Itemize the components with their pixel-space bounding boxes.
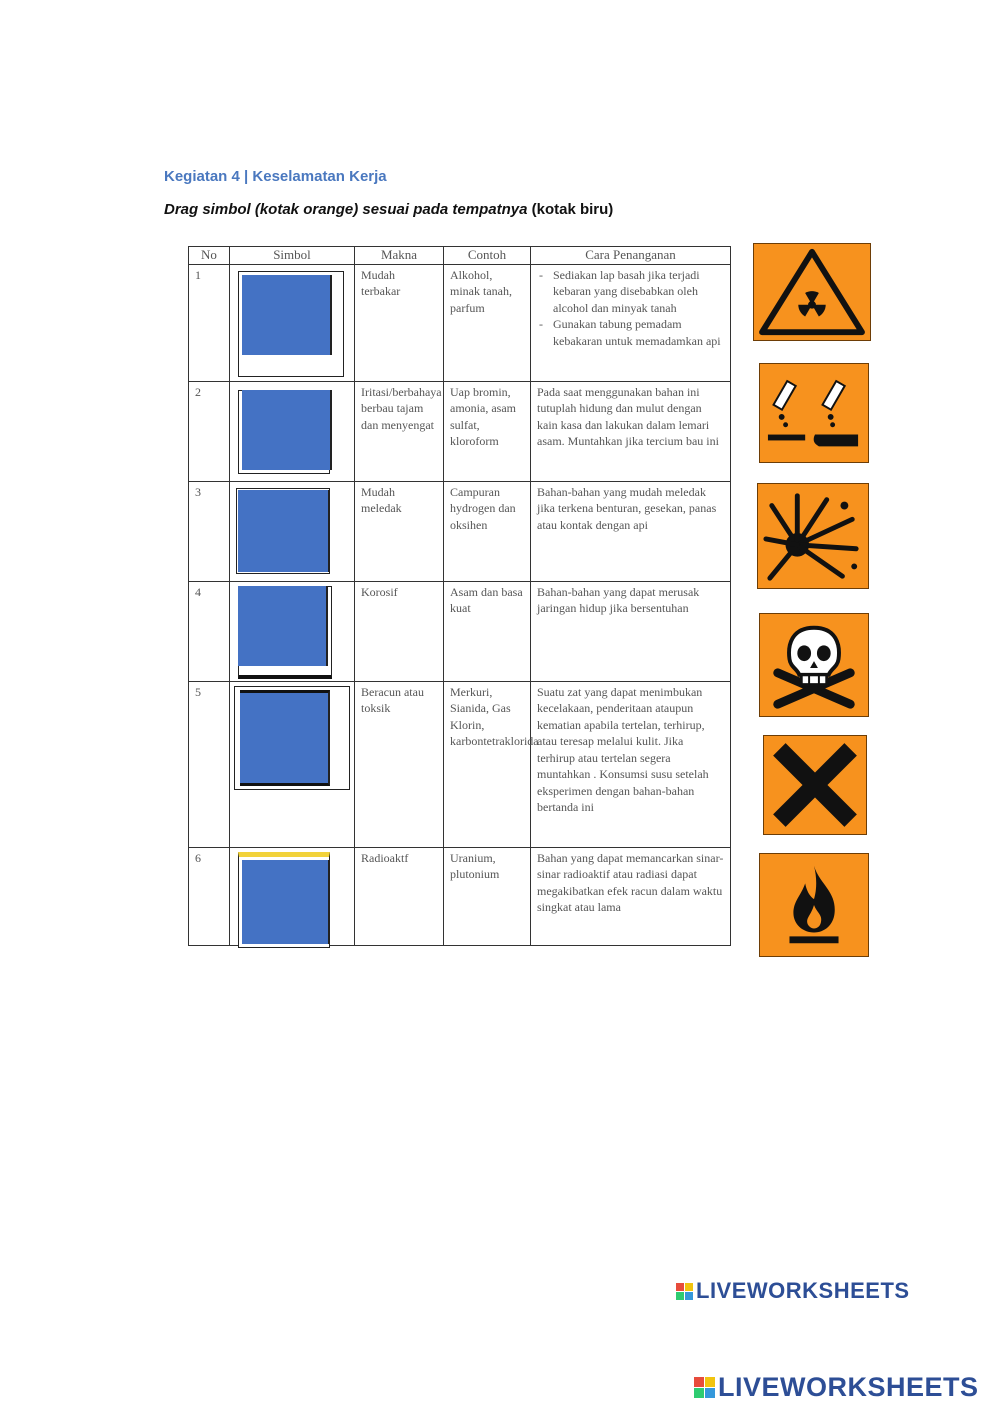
irritant-x-icon bbox=[764, 736, 866, 834]
cara-step: - Sediakan lap basah jika terjadi kebaran yang disebabkan oleh alcohol dan minyak tanah bbox=[537, 267, 724, 317]
cara-cell: Bahan yang dapat memancarkan sinar-sinar radioaktif atau radiasi dapat megakibatkan efek racun dalam waktu singkat atau lama bbox=[531, 847, 731, 945]
contoh-cell: Campuran hydrogen dan oksihen bbox=[444, 481, 531, 581]
cara-cell: Pada saat menggunakan bahan ini tutuplah hidung dan mulut dengan kain kasa dan lakukan dalam lemari asam. Muntahkan jika tercium bau ini bbox=[531, 381, 731, 481]
col-header-cara: Cara Penanganan bbox=[531, 247, 731, 265]
row-number: 4 bbox=[189, 581, 230, 681]
symbol-cell bbox=[230, 681, 355, 847]
row-number: 3 bbox=[189, 481, 230, 581]
draggable-symbol[interactable] bbox=[763, 735, 867, 835]
col-header-makna: Makna bbox=[355, 247, 444, 265]
liveworksheets-logo-icon bbox=[694, 1377, 715, 1398]
row-number: 1 bbox=[189, 264, 230, 381]
makna-cell: Mudah terbakar bbox=[355, 264, 444, 381]
cara-cell: Bahan-bahan yang mudah meledak jika terkena benturan, gesekan, panas atau kontak dengan api bbox=[531, 481, 731, 581]
contoh-cell: Alkohol, minak tanah, parfum bbox=[444, 264, 531, 381]
draggable-symbol[interactable] bbox=[759, 363, 869, 463]
draggable-symbols bbox=[753, 243, 873, 957]
flammable-flame-icon bbox=[760, 854, 868, 956]
toxic-skull-icon bbox=[760, 614, 868, 716]
cara-cell: Bahan-bahan yang dapat merusak jaringan hidup jika bersentuhan bbox=[531, 581, 731, 681]
corrosive-icon bbox=[760, 364, 868, 462]
drop-zone-1[interactable] bbox=[242, 275, 332, 355]
table-row bbox=[189, 681, 731, 847]
row-number: 6 bbox=[189, 847, 230, 945]
contoh-cell: Merkuri, Sianida, Gas Klorin, karbontetraklorida bbox=[444, 681, 531, 847]
table-row bbox=[189, 481, 731, 581]
draggable-symbol[interactable] bbox=[753, 243, 871, 341]
contoh-cell: Asam dan basa kuat bbox=[444, 581, 531, 681]
drop-zone-2[interactable] bbox=[242, 390, 332, 470]
explosive-icon bbox=[758, 484, 868, 588]
makna-cell: Beracun atau toksik bbox=[355, 681, 444, 847]
page-title: Kegiatan 4 | Keselamatan Kerja bbox=[164, 168, 387, 185]
instruction-italic: Drag simbol (kotak orange) sesuai pada tempatnya bbox=[164, 201, 528, 218]
draggable-symbol[interactable] bbox=[759, 853, 869, 957]
brand-text: LIVEWORKSHEETS bbox=[696, 1278, 910, 1303]
symbol-cell bbox=[230, 847, 355, 945]
brand-logo bbox=[676, 1278, 910, 1304]
cara-step: - Gunakan tabung pemadam kebakaran untuk memadamkan api bbox=[537, 316, 724, 349]
makna-cell: Korosif bbox=[355, 581, 444, 681]
symbol-cell bbox=[230, 481, 355, 581]
col-header-contoh: Contoh bbox=[444, 247, 531, 265]
instruction-rest: (kotak biru) bbox=[527, 201, 614, 218]
cara-cell: Suatu zat yang dapat menimbukan kecelakaan, penderitaan ataupun kematian apabila tertelan, terhirup, atau teresap melalui kulit. Jika terhirup atau tertelan segera muntahkan . Konsumsi susu setelah eksperimen dengan bahan-bahan bertanda ini bbox=[531, 681, 731, 847]
makna-cell: Iritasi/berbahaya berbau tajam dan menyengat bbox=[355, 381, 444, 481]
brand-text: LIVEWORKSHEETS bbox=[718, 1372, 979, 1402]
hazard-table bbox=[188, 246, 731, 946]
drop-zone-5[interactable] bbox=[240, 690, 330, 786]
symbol-cell bbox=[230, 581, 355, 681]
table-row bbox=[189, 847, 731, 945]
col-header-simbol: Simbol bbox=[230, 247, 355, 265]
contoh-cell: Uap bromin, amonia, asam sulfat, kloroform bbox=[444, 381, 531, 481]
symbol-cell bbox=[230, 381, 355, 481]
brand-logo-footer bbox=[694, 1372, 979, 1403]
row-number: 5 bbox=[189, 681, 230, 847]
table-row bbox=[189, 581, 731, 681]
table-row bbox=[189, 264, 731, 381]
radioactive-icon bbox=[754, 244, 870, 340]
draggable-symbol[interactable] bbox=[759, 613, 869, 717]
drop-zone-4[interactable] bbox=[238, 586, 328, 666]
cara-cell bbox=[531, 264, 731, 381]
makna-cell: Radioaktf bbox=[355, 847, 444, 945]
contoh-cell: Uranium, plutonium bbox=[444, 847, 531, 945]
row-number: 2 bbox=[189, 381, 230, 481]
table-row bbox=[189, 381, 731, 481]
liveworksheets-logo-icon bbox=[676, 1283, 693, 1300]
table-header-row bbox=[189, 247, 731, 265]
instruction-text bbox=[164, 201, 613, 218]
col-header-no: No bbox=[189, 247, 230, 265]
symbol-cell bbox=[230, 264, 355, 381]
drop-zone-6[interactable] bbox=[242, 860, 330, 944]
drop-zone-3[interactable] bbox=[238, 490, 330, 572]
makna-cell: Mudah meledak bbox=[355, 481, 444, 581]
draggable-symbol[interactable] bbox=[757, 483, 869, 589]
